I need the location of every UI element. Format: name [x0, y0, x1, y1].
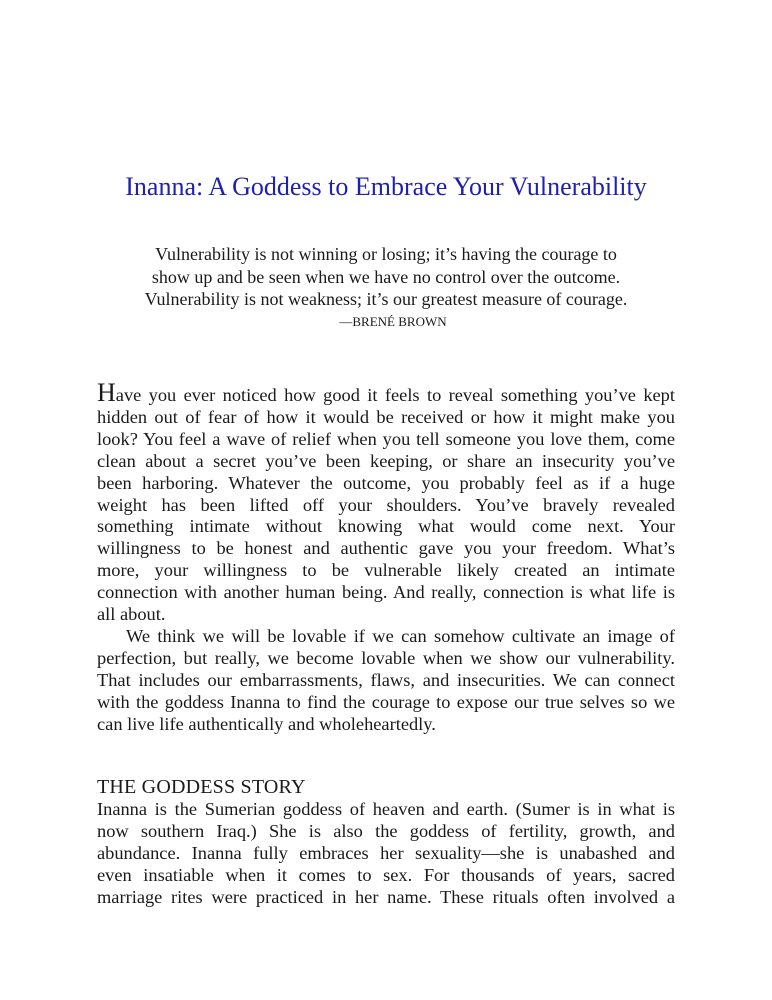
- epigraph-line: show up and be seen when we have no control over the outcome.: [151, 266, 621, 287]
- epigraph-line: Vulnerability is not weakness; it’s our greatest measure of courage.: [144, 289, 628, 309]
- text-line: weight has been lifted off your shoulders. You’ve bravely revealed: [97, 494, 675, 515]
- text-line: perfection, but really, we become lovable when we show our vulnerability.: [97, 647, 675, 668]
- text-line: all about.: [97, 604, 166, 625]
- text-line: more, your willingness to be vulnerable likely created an intimate: [97, 560, 675, 581]
- section-heading: THE GODDESS STORY: [97, 776, 306, 798]
- paragraph-second: [97, 626, 675, 736]
- epigraph-line: Vulnerability is not winning or losing; it’s having the courage to: [155, 244, 617, 264]
- text-line: willingness to be honest and authentic gave you your freedom. What’s: [97, 538, 675, 559]
- text-line: with the goddess Inanna to find the courage to expose our true selves so we: [97, 691, 675, 712]
- text-line: been harboring. Whatever the outcome, you probably feel as if a huge: [97, 472, 675, 493]
- chapter-title: Inanna: A Goddess to Embrace Your Vulnerability: [125, 172, 647, 201]
- epigraph-quote: [96, 243, 676, 311]
- paragraph-intro: [97, 378, 675, 626]
- text-line: abundance. Inanna fully embraces her sexuality—she is unabashed and: [97, 842, 675, 863]
- text-line: Inanna is the Sumerian goddess of heaven and earth. (Sumer is in what is: [97, 799, 675, 819]
- text-line: can live life authentically and wholeheartedly.: [97, 713, 436, 734]
- text-line: even insatiable when it comes to sex. For thousands of years, sacred: [97, 864, 675, 885]
- text-line: hidden out of fear of how it would be received or how it might make you: [97, 406, 675, 427]
- text-line: marriage rites were practiced in her name. These rituals often involved a: [97, 886, 675, 907]
- text-line: We think we will be lovable if we can somehow cultivate an image of: [126, 625, 675, 646]
- text-line: clean about a secret you’ve been keeping, or share an insecurity you’ve: [97, 450, 675, 471]
- text-line: Have you ever noticed how good it feels to reveal something you’ve kept: [97, 378, 675, 407]
- text-line: now southern Iraq.) She is also the goddess of fertility, growth, and: [97, 820, 675, 841]
- epigraph-attribution: —BRENÉ BROWN: [339, 314, 447, 329]
- paragraph-story: [97, 799, 675, 909]
- text-line: something intimate without knowing what would come next. Your: [97, 516, 675, 537]
- chapter-body: [97, 378, 675, 736]
- section-body: [97, 799, 675, 909]
- text-line: connection with another human being. And really, connection is what life is: [97, 582, 675, 603]
- drop-cap: H: [97, 378, 116, 407]
- text-line: look? You feel a wave of relief when you tell someone you love them, come: [97, 428, 675, 449]
- text-line: That includes our embarrassments, flaws, and insecurities. We can connect: [97, 669, 675, 690]
